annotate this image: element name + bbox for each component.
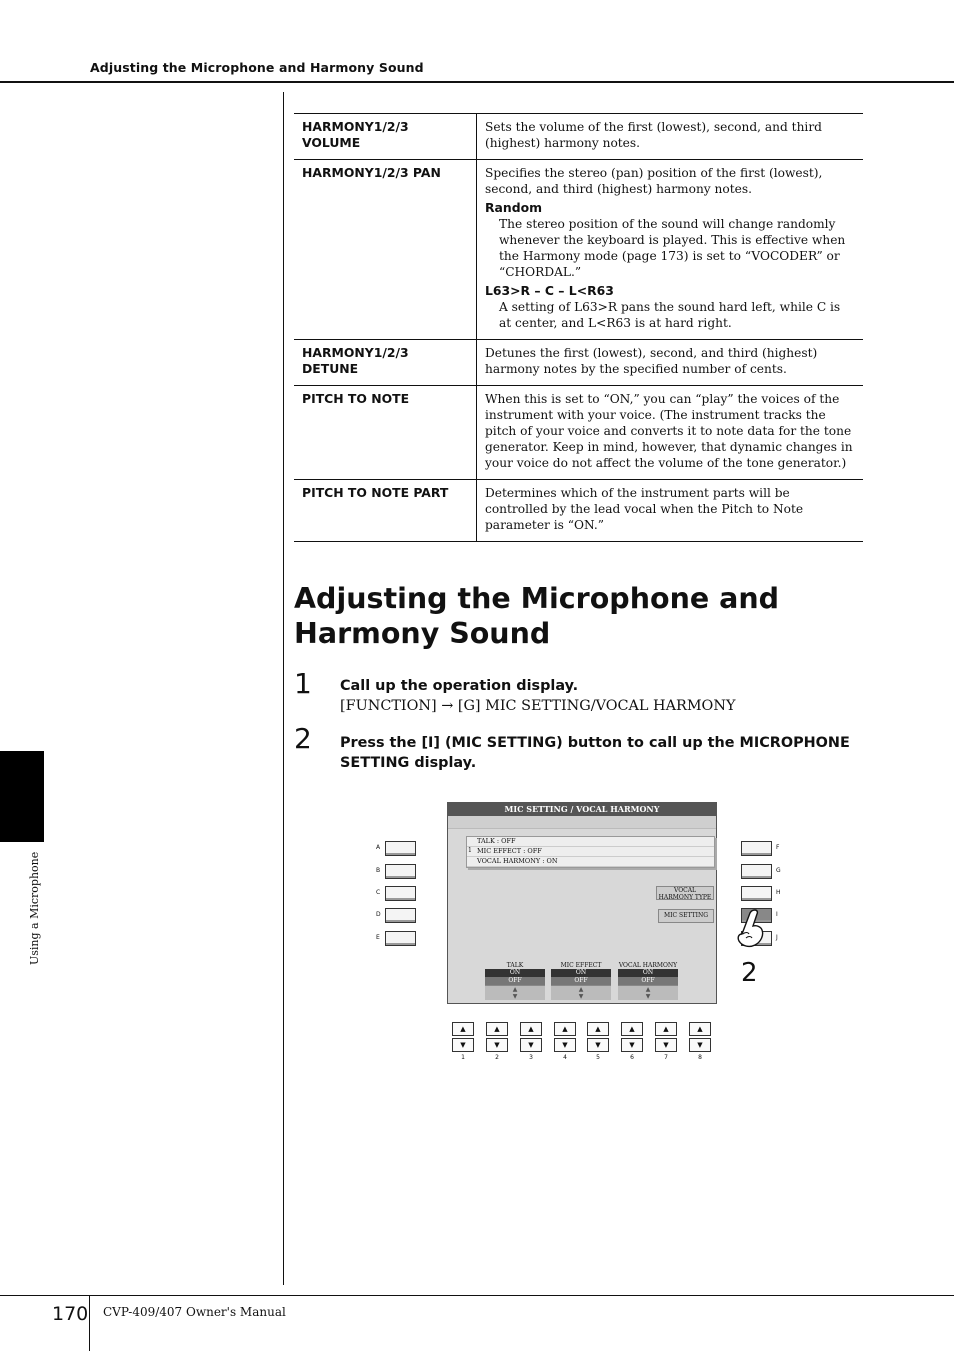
button-label: J [776, 934, 778, 941]
button-label: H [776, 889, 781, 896]
down-arrow-icon[interactable]: ▼ [655, 1038, 677, 1052]
knob-label: 3 [529, 1054, 533, 1061]
param-name: PITCH TO NOTE PART [294, 480, 477, 542]
button-f[interactable] [741, 841, 772, 856]
down-arrow-icon[interactable]: ▼ [520, 1038, 542, 1052]
button-e[interactable] [385, 931, 416, 946]
button-h[interactable] [741, 886, 772, 901]
lcd-list-item: MIC EFFECT : OFF [467, 847, 714, 857]
param-desc: When this is set to “ON,” you can “play” the voices of the instrument with your voice. (The instrument tracks the pitch of your voice and converts it to note data for the tone generator. Keep in mind, however, that dynamic changes in your voice do not affect the volume of the tone generator.) [477, 386, 864, 480]
knob-1[interactable] [452, 1022, 474, 1051]
up-arrow-icon[interactable]: ▲ [689, 1022, 711, 1036]
down-arrow-icon[interactable]: ▼ [486, 1038, 508, 1052]
running-header: Adjusting the Microphone and Harmony Sound [90, 60, 424, 75]
up-arrow-icon[interactable]: ▲ [655, 1022, 677, 1036]
vocal-harmony-off[interactable]: OFF [618, 977, 678, 985]
margin-rule [283, 92, 284, 1285]
button-label: B [376, 867, 381, 874]
lcd-display [447, 802, 717, 1004]
button-d[interactable] [385, 908, 416, 923]
knob-7[interactable] [655, 1022, 677, 1051]
lcd-list-item: VOCAL HARMONY : ON [467, 857, 714, 867]
knob-label: 2 [495, 1054, 499, 1061]
knob-4[interactable] [554, 1022, 576, 1051]
section-title: Adjusting the Microphone and Harmony Sound [294, 582, 780, 650]
param-name: HARMONY1/2/3 DETUNE [294, 340, 477, 386]
knob-6[interactable] [621, 1022, 643, 1051]
step-number: 1 [294, 667, 312, 700]
talk-column [485, 969, 545, 1000]
lcd-col-label: MIC EFFECT [560, 962, 602, 969]
button-label: D [376, 911, 381, 918]
param-name: HARMONY1/2/3 PAN [294, 160, 477, 340]
button-c[interactable] [385, 886, 416, 901]
table-row [294, 114, 863, 160]
mic-setting-button[interactable]: MIC SETTING [658, 909, 714, 923]
button-label: F [776, 844, 780, 851]
step-instruction: Press the [I] (MIC SETTING) button to call up the MICROPHONE SETTING display. [340, 735, 850, 771]
chapter-label: Using a Microphone [28, 851, 41, 965]
down-arrow-icon[interactable]: ▼ [587, 1038, 609, 1052]
button-g[interactable] [741, 864, 772, 879]
table-row [294, 480, 863, 542]
button-label: E [376, 934, 380, 941]
up-arrow-icon[interactable]: ▲ [587, 1022, 609, 1036]
table-row [294, 386, 863, 480]
lcd-list-item: TALK : OFF [467, 837, 714, 847]
down-arrow-icon[interactable]: ▼ [621, 1038, 643, 1052]
button-label: I [776, 911, 778, 918]
step-path: [FUNCTION] → [G] MIC SETTING/VOCAL HARMONY [340, 698, 736, 714]
vocal-harmony-type-button[interactable]: VOCAL HARMONY TYPE [656, 886, 714, 900]
down-arrow-icon[interactable]: ▼ [452, 1038, 474, 1052]
knob-8[interactable] [689, 1022, 711, 1051]
knob-label: 4 [563, 1054, 567, 1061]
talk-arrows[interactable]: ▲ ▼ [485, 985, 545, 1000]
button-label: G [776, 867, 781, 874]
param-desc-cell [477, 160, 864, 340]
up-arrow-icon[interactable]: ▲ [520, 1022, 542, 1036]
param-desc: Determines which of the instrument parts will be controlled by the lead vocal when the Pitch to Note parameter is “ON.” [477, 480, 864, 542]
mic-effect-on[interactable]: ON [551, 969, 611, 977]
page-number: 170 [52, 1303, 89, 1325]
step-instruction: Call up the operation display. [340, 678, 579, 694]
down-arrow-icon[interactable]: ▼ [554, 1038, 576, 1052]
lcd-list-marker: 1 [468, 847, 472, 854]
knob-5[interactable] [587, 1022, 609, 1051]
vocal-harmony-on[interactable]: ON [618, 969, 678, 977]
parameter-table [294, 113, 863, 542]
talk-off[interactable]: OFF [485, 977, 545, 985]
param-name: HARMONY1/2/3 VOLUME [294, 114, 477, 160]
lcd-col-label: VOCAL HARMONY [618, 962, 678, 969]
chapter-tab [0, 751, 44, 842]
param-desc: Specifies the stereo (pan) position of the first (lowest), second, and third (highest) harmony notes. [485, 166, 823, 196]
knob-label: 6 [630, 1054, 634, 1061]
step-number: 2 [294, 722, 312, 755]
talk-on[interactable]: ON [485, 969, 545, 977]
mic-effect-column [551, 969, 611, 1000]
button-a[interactable] [385, 841, 416, 856]
knob-3[interactable] [520, 1022, 542, 1051]
button-b[interactable] [385, 864, 416, 879]
knob-label: 7 [664, 1054, 668, 1061]
table-row [294, 340, 863, 386]
up-arrow-icon[interactable]: ▲ [452, 1022, 474, 1036]
knob-2[interactable] [486, 1022, 508, 1051]
step-1 [340, 676, 860, 716]
down-arrow-icon[interactable]: ▼ [689, 1038, 711, 1052]
param-subhead: L63>R – C – L<R63 [485, 283, 614, 298]
vocal-harmony-column [618, 969, 678, 1000]
mic-effect-arrows[interactable]: ▲ ▼ [551, 985, 611, 1000]
manual-name: CVP-409/407 Owner's Manual [103, 1305, 286, 1319]
button-label: A [376, 844, 381, 851]
param-subtext: The stereo position of the sound will change randomly whenever the keyboard is played. This is effective when the Harmony mode (page 173) is set to “VOCODER” or “CHORDAL.” [499, 217, 846, 279]
knob-label: 8 [698, 1054, 702, 1061]
param-desc: Sets the volume of the first (lowest), second, and third (highest) harmony notes. [477, 114, 864, 160]
param-desc: Detunes the first (lowest), second, and third (highest) harmony notes by the specified number of cents. [477, 340, 864, 386]
lcd-title: MIC SETTING / VOCAL HARMONY [448, 803, 716, 816]
param-subtext: A setting of L63>R pans the sound hard left, while C is at center, and L<R63 is at hard right. [499, 300, 841, 330]
lcd-band [448, 816, 716, 829]
vocal-harmony-arrows[interactable]: ▲ ▼ [618, 985, 678, 1000]
up-arrow-icon[interactable]: ▲ [486, 1022, 508, 1036]
footer-divider [89, 1295, 90, 1351]
param-name: PITCH TO NOTE [294, 386, 477, 480]
mic-effect-off[interactable]: OFF [551, 977, 611, 985]
footer-rule [0, 1295, 954, 1296]
param-subhead: Random [485, 200, 543, 215]
up-arrow-icon[interactable]: ▲ [554, 1022, 576, 1036]
header-rule [0, 81, 954, 83]
knob-label: 5 [596, 1054, 600, 1061]
up-arrow-icon[interactable]: ▲ [621, 1022, 643, 1036]
lcd-col-label: TALK [506, 962, 524, 969]
pointing-hand-icon [733, 908, 769, 952]
table-row [294, 160, 863, 340]
button-label: C [376, 889, 381, 896]
lcd-settings-list [466, 836, 715, 868]
callout-number: 2 [741, 958, 758, 988]
knob-label: 1 [461, 1054, 465, 1061]
